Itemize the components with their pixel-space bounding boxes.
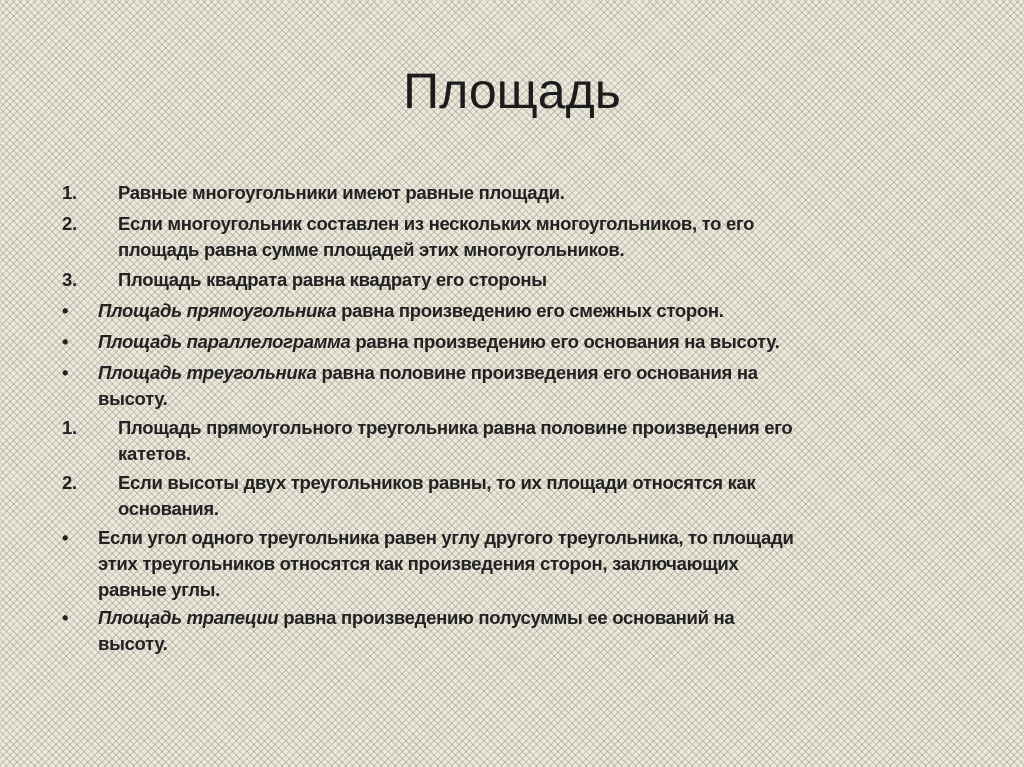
number-marker: 1. bbox=[62, 182, 77, 203]
item-line bbox=[98, 329, 779, 355]
bullet-marker: • bbox=[62, 607, 69, 628]
italic-term: Площадь трапеции bbox=[98, 607, 279, 628]
line-text: высоту. bbox=[98, 633, 168, 654]
item-line bbox=[98, 360, 758, 386]
item-line bbox=[98, 605, 734, 631]
item-line bbox=[118, 415, 792, 441]
item-text bbox=[118, 180, 565, 206]
line-text: равна произведению его смежных сторон. bbox=[336, 300, 724, 321]
line-text: равна произведению полусуммы ее оснований на bbox=[278, 607, 735, 628]
item-line bbox=[98, 525, 794, 551]
item-text bbox=[98, 605, 734, 657]
item-text bbox=[98, 360, 758, 412]
item-line bbox=[98, 551, 794, 577]
item-line bbox=[98, 631, 734, 657]
bullet-marker: • bbox=[62, 362, 69, 383]
line-text: этих треугольников относятся как произведения сторон, заключающих bbox=[98, 553, 739, 574]
bullet-marker: • bbox=[62, 331, 69, 352]
item-line bbox=[118, 237, 754, 263]
number-marker: 2. bbox=[62, 213, 77, 234]
line-text: равна половине произведения его основания на bbox=[316, 362, 758, 383]
item-text bbox=[118, 415, 792, 467]
item-line bbox=[118, 470, 756, 496]
line-text: Площадь прямоугольного треугольника равна половине произведения его bbox=[118, 417, 793, 438]
item-line bbox=[98, 577, 794, 603]
line-text: Если высоты двух треугольников равны, то их площади относятся как bbox=[118, 472, 756, 493]
item-line bbox=[118, 180, 565, 206]
item-line bbox=[118, 441, 792, 467]
line-text: катетов. bbox=[118, 443, 191, 464]
item-line bbox=[118, 211, 754, 237]
line-text: Если угол одного треугольника равен углу другого треугольника, то площади bbox=[98, 527, 794, 548]
item-text bbox=[118, 211, 754, 263]
line-text: Равные многоугольники имеют равные площади. bbox=[118, 182, 565, 203]
line-text: Площадь квадрата равна квадрату его стороны bbox=[118, 269, 547, 290]
item-text bbox=[98, 298, 724, 324]
italic-term: Площадь параллелограмма bbox=[98, 331, 351, 352]
line-text: основания. bbox=[118, 498, 219, 519]
slide-title: Площадь bbox=[403, 63, 621, 119]
item-text bbox=[98, 525, 794, 603]
line-text: высоту. bbox=[98, 388, 168, 409]
bullet-marker: • bbox=[62, 527, 69, 548]
number-marker: 3. bbox=[62, 269, 77, 290]
item-line bbox=[98, 298, 724, 324]
line-text: равна произведению его основания на высоту. bbox=[350, 331, 780, 352]
line-text: площадь равна сумме площадей этих многоугольников. bbox=[118, 239, 625, 260]
item-line bbox=[118, 496, 756, 522]
bullet-marker: • bbox=[62, 300, 69, 321]
italic-term: Площадь прямоугольника bbox=[98, 300, 337, 321]
item-line bbox=[98, 386, 758, 412]
number-marker: 2. bbox=[62, 472, 77, 493]
line-text: равные углы. bbox=[98, 579, 220, 600]
item-text bbox=[118, 470, 756, 522]
line-text: Если многоугольник составлен из нескольких многоугольников, то его bbox=[118, 213, 755, 234]
item-line bbox=[118, 267, 547, 293]
number-marker: 1. bbox=[62, 417, 77, 438]
item-text bbox=[98, 329, 779, 355]
item-text bbox=[118, 267, 547, 293]
italic-term: Площадь треугольника bbox=[98, 362, 317, 383]
